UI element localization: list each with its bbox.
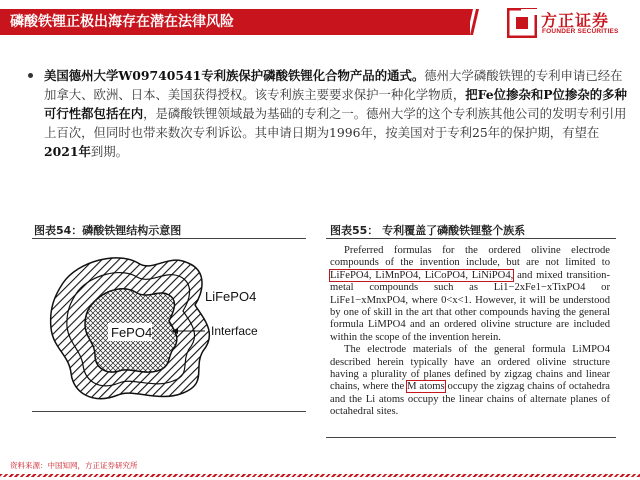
para-text-3: ，是磷酸铁锂领域最为基础的专利之一。德州大学的这个专利族其他公司的发明专利引用上百次，但同时也带来数次专利诉讼。其申请日期为1996年，按美国对于专利25年的保护期，有望在 bbox=[44, 106, 627, 140]
highlighted-m-atoms: M atoms bbox=[407, 381, 445, 393]
figure54-top-rule bbox=[32, 238, 306, 239]
patent-paragraph-1: Preferred formulas for the ordered olivine electrode compounds of the invention include, but are not limited to LiFePO4, LiMnPO4, LiCoPO4, LiNiPO4, and mixed transition-metal compounds such as Li1−2xFe1−xTixPO4 or LiFe1−xMnxPO4, where 0<x<1. However, it will be understood by one of skill in the art that other compounds having the general formula LiMPO4 and an ordered olivine structure are included within the scope of the invention herein. bbox=[330, 245, 610, 343]
interface-label: Interface bbox=[211, 324, 258, 338]
highlighted-compounds: LiFePO4, LiMnPO4, LiCoPO4, LiNiPO4, bbox=[330, 269, 514, 281]
figure54-caption: 图表54：磷酸铁锂结构示意图 bbox=[34, 224, 182, 237]
logo-chinese: 方正证券 bbox=[541, 11, 610, 30]
lifepo4-structure-diagram bbox=[33, 243, 303, 408]
para-text-4: 到期。 bbox=[90, 144, 129, 159]
source-note: 资料来源：中国知网，方正证券研究所 bbox=[10, 461, 138, 470]
founder-logo-icon bbox=[507, 8, 537, 38]
title-stripes-decoration bbox=[452, 9, 482, 35]
body-paragraph bbox=[44, 66, 628, 161]
bullet-icon bbox=[28, 73, 33, 78]
founder-logo bbox=[507, 8, 635, 40]
para-bold-mid: 把Fe位掺杂和P位掺杂的多种可行性都包括在内 bbox=[44, 87, 627, 121]
page-header bbox=[0, 0, 640, 44]
para-bold-year: 2021年 bbox=[44, 144, 91, 159]
para-bold-lead: 美国德州大学W09740541专利族保护磷酸铁锂化合物产品的通式。 bbox=[44, 68, 425, 83]
figure55-bottom-rule bbox=[326, 437, 616, 438]
lifepo4-label: LiFePO4 bbox=[205, 289, 257, 304]
para-text-2: 德州大学磷酸铁锂的专利申请已经在加拿大、欧洲、日本、美国获得授权。该专利族主要要求保护一种化学物质， bbox=[44, 68, 623, 102]
figure55-top-rule bbox=[326, 238, 616, 239]
fepo4-label: FePO4 bbox=[111, 325, 153, 340]
logo-english: FOUNDER SECURITIES bbox=[542, 28, 619, 35]
figure55-caption: 图表55： 专利覆盖了磷酸铁锂整个族系 bbox=[330, 224, 526, 237]
footer-stripe bbox=[0, 474, 640, 477]
patent-paragraph-2: The electrode materials of the general formula LiMPO4 described herein typically have an ordered olivine structure having a plurality of planes defined by zigzag chains and linear chains, where the M atoms occupy the zigzag chains of octahedra and the Li atoms occupy the linear chains of alternate planes of octahedral sites. bbox=[330, 344, 610, 418]
patent-excerpt bbox=[330, 245, 610, 419]
page-title: 磷酸铁锂正极出海存在潜在法律风险 bbox=[10, 14, 234, 30]
figure54-bottom-rule bbox=[32, 411, 306, 412]
title-bar bbox=[0, 9, 470, 35]
